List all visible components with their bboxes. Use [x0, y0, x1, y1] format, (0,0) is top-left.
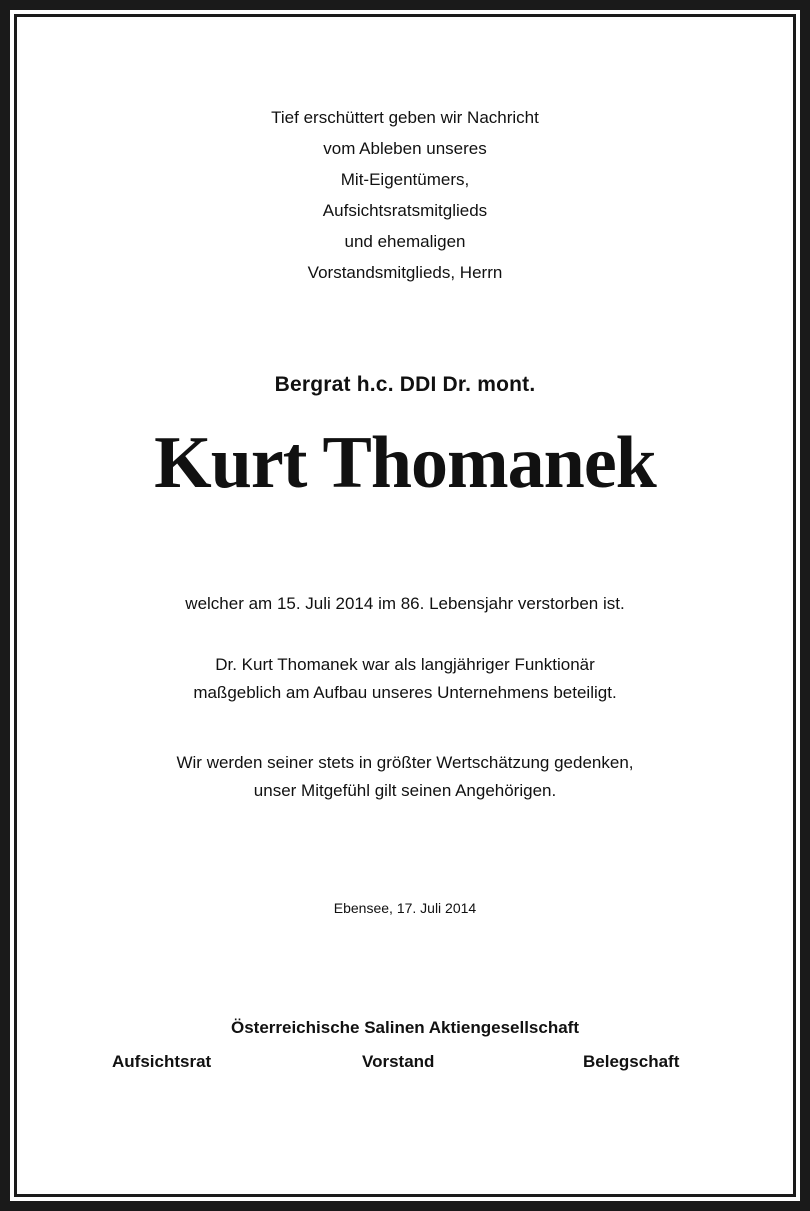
death-statement: [0, 590, 810, 618]
intro-line: Mit-Eigentümers,: [340, 170, 470, 189]
deceased-name: Kurt Thomanek: [154, 422, 656, 504]
intro-line: Vorstandsmitglieds, Herrn: [307, 263, 503, 282]
honorific-title: Bergrat h.c. DDI Dr. mont.: [274, 373, 536, 396]
intro-line: Aufsichtsratsmitglieds: [322, 201, 488, 220]
intro-text: [0, 102, 810, 288]
place-and-date: Ebensee, 17. Juli 2014: [333, 900, 477, 916]
intro-line: vom Ableben unseres: [323, 139, 487, 158]
tribute-line: maßgeblich am Aufbau unseres Unternehmens beteiligt.: [193, 683, 617, 702]
company-name: Österreichische Salinen Aktiengesellschaft: [230, 1018, 579, 1037]
tribute-line: Dr. Kurt Thomanek war als langjähriger Funktionär: [215, 655, 595, 674]
death-line: welcher am 15. Juli 2014 im 86. Lebensjahr verstorben ist.: [185, 594, 625, 613]
department-staff: Belegschaft: [583, 1052, 680, 1071]
intro-line: und ehemaligen: [344, 232, 466, 251]
department-executive-board: Vorstand: [362, 1052, 435, 1071]
remembrance-line: unser Mitgefühl gilt seinen Angehörigen.: [253, 781, 557, 800]
remembrance-paragraph: [0, 749, 810, 805]
remembrance-line: Wir werden seiner stets in größter Wertschätzung gedenken,: [176, 753, 634, 772]
department-supervisory-board: Aufsichtsrat: [112, 1052, 212, 1071]
tribute-paragraph: [0, 651, 810, 707]
intro-line: Tief erschüttert geben wir Nachricht: [271, 108, 539, 127]
